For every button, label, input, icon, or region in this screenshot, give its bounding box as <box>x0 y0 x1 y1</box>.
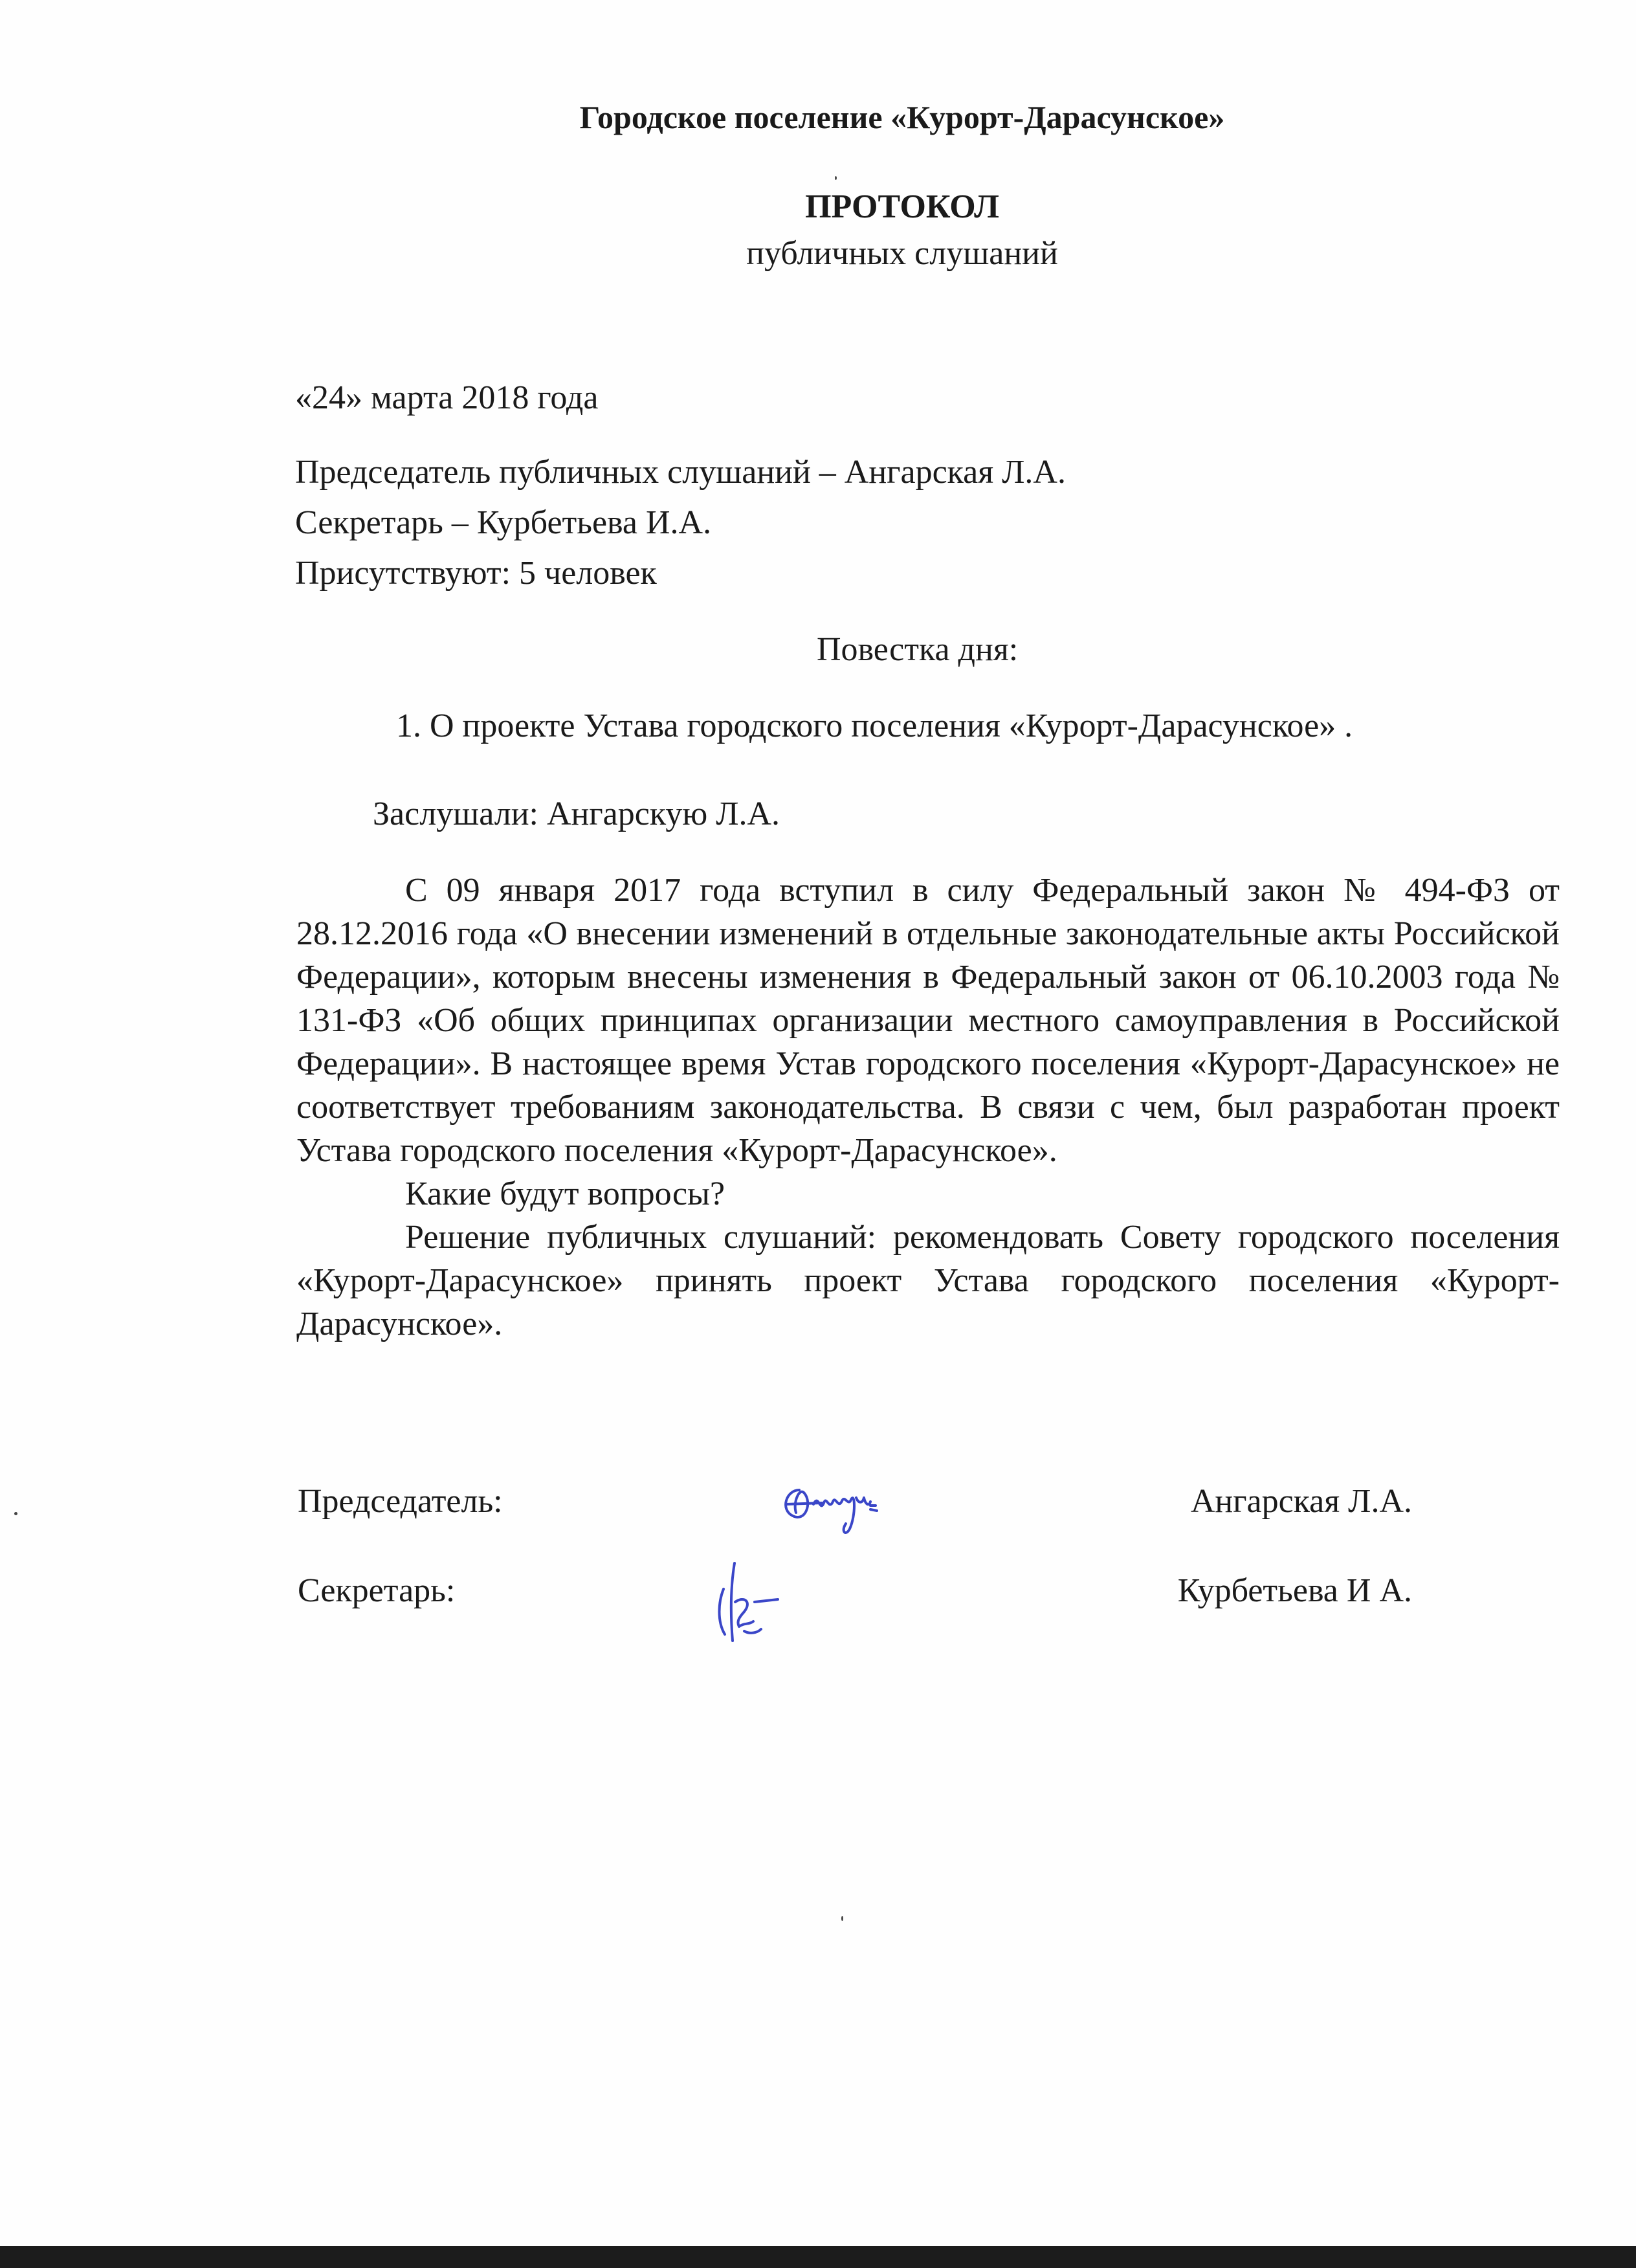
chair-signature-icon <box>773 1464 903 1548</box>
body-paragraph-questions: Какие будут вопросы? <box>405 1175 725 1212</box>
chair-signature-name: Ангарская Л.А. <box>1190 1483 1412 1520</box>
document-subtitle: публичных слушаний <box>746 235 1058 272</box>
secretary-signature-icon <box>699 1550 790 1660</box>
scan-edge <box>0 2246 1636 2268</box>
scan-speck <box>14 1512 17 1515</box>
body-text <box>296 869 1560 1346</box>
scan-speck <box>835 176 837 180</box>
organization-header: Городское поселение «Курорт-Дарасунское» <box>579 99 1225 135</box>
protocol-date: «24» марта 2018 года <box>295 379 599 416</box>
chair-line: Председатель публичных слушаний – Ангарская Л.А. <box>295 454 1066 491</box>
scan-speck <box>841 1916 843 1921</box>
body-paragraph-law: С 09 января 2017 года вступил в силу Федеральный закон № 494-ФЗ от 28.12.2016 года «О внесении изменений в отдельные законодательные акты Российской Федерации», которым внесены изменения в Федеральный закон от 06.10.2003 года № 131-ФЗ «Об общих принципах организации местного самоуправления в Российской Федерации». В настоящее время Устав городского поселения «Курорт-Дарасунское» не соответствует требованиям законодательства. В связи с чем, был разработан проект Устава городского поселения «Курорт-Дарасунское». <box>296 872 1560 1169</box>
secretary-line: Секретарь – Курбетьева И.А. <box>295 504 712 541</box>
secretary-signature-name: Курбетьева И А. <box>1177 1572 1412 1609</box>
document-title: ПРОТОКОЛ <box>805 188 999 225</box>
heard-line: Заслушали: Ангарскую Л.А. <box>373 795 780 832</box>
present-line: Присутствуют: 5 человек <box>295 555 657 592</box>
chair-signature-label: Председатель: <box>298 1483 503 1520</box>
body-paragraph-decision: Решение публичных слушаний: рекомендовать Совету городского поселения «Курорт-Дарасунское» принять проект Устава городского поселения «Курорт-Дарасунское». <box>296 1219 1560 1342</box>
agenda-heading: Повестка дня: <box>817 631 1019 668</box>
secretary-signature-label: Секретарь: <box>298 1572 456 1609</box>
agenda-item: 1. О проекте Устава городского поселения «Курорт-Дарасунское» . <box>396 707 1353 744</box>
